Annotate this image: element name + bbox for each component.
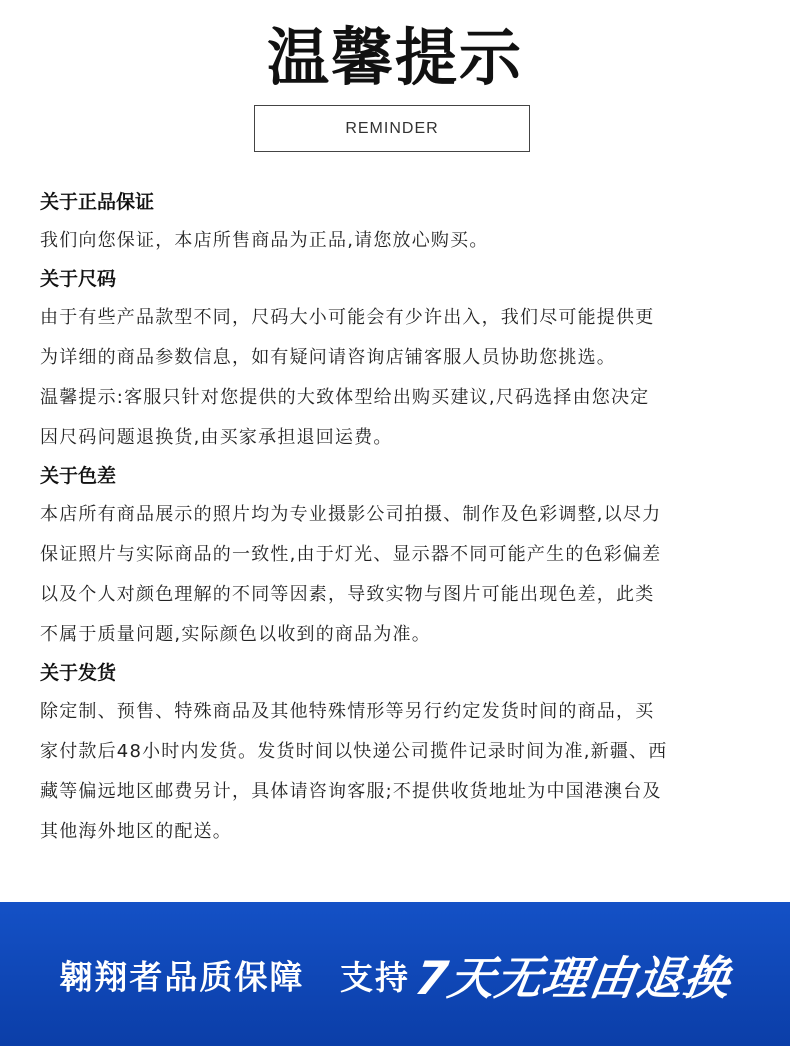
return-policy-text: 7天无理由退换 [411,951,734,1005]
section-heading: 关于色差 [40,465,117,487]
section-line: 除定制、预售、特殊商品及其他特殊情形等另行约定发货时间的商品，买 [40,701,655,722]
section-line: 其他海外地区的配送。 [40,821,232,842]
section-authenticity [40,184,760,261]
section-line: 本店所有商品展示的照片均为专业摄影公司拍摄、制作及色彩调整,以尽力 [40,504,662,525]
section-line: 为详细的商品参数信息，如有疑问请咨询店铺客服人员协助您挑选。 [40,347,616,368]
section-color-difference [40,458,760,655]
section-line: 温馨提示:客服只针对您提供的大致体型给出购买建议,尺码选择由您决定 [40,387,650,408]
section-heading: 关于正品保证 [40,191,155,213]
banner-text [0,942,790,1008]
section-heading: 关于尺码 [40,268,117,290]
section-line: 我们向您保证，本店所售商品为正品,请您放心购买。 [40,230,489,251]
section-line: 由于有些产品款型不同，尺码大小可能会有少许出入，我们尽可能提供更 [40,307,655,328]
section-line: 家付款后48小时内发货。发货时间以快递公司揽件记录时间为准,新疆、西 [40,741,668,762]
notice-content [40,184,760,852]
section-line: 保证照片与实际商品的一致性,由于灯光、显示器不同可能产生的色彩偏差 [40,544,662,565]
section-size [40,261,760,458]
support-text: 支持 [339,957,410,997]
section-line: 以及个人对颜色理解的不同等因素，导致实物与图片可能出现色差，此类 [40,584,655,605]
page-title: 温馨提示 [266,21,523,94]
brand-guarantee-text: 翱翔者品质保障 [59,957,305,997]
reminder-label-box [254,105,530,152]
guarantee-banner [0,902,790,1046]
section-shipping [40,655,760,852]
reminder-label: REMINDER [345,120,439,137]
section-line: 藏等偏远地区邮费另计，具体请咨询客服;不提供收货地址为中国港澳台及 [40,781,662,802]
section-line: 因尺码问题退换货,由买家承担退回运费。 [40,427,393,448]
section-line: 不属于质量问题,实际颜色以收到的商品为准。 [40,624,431,645]
section-heading: 关于发货 [40,662,117,684]
